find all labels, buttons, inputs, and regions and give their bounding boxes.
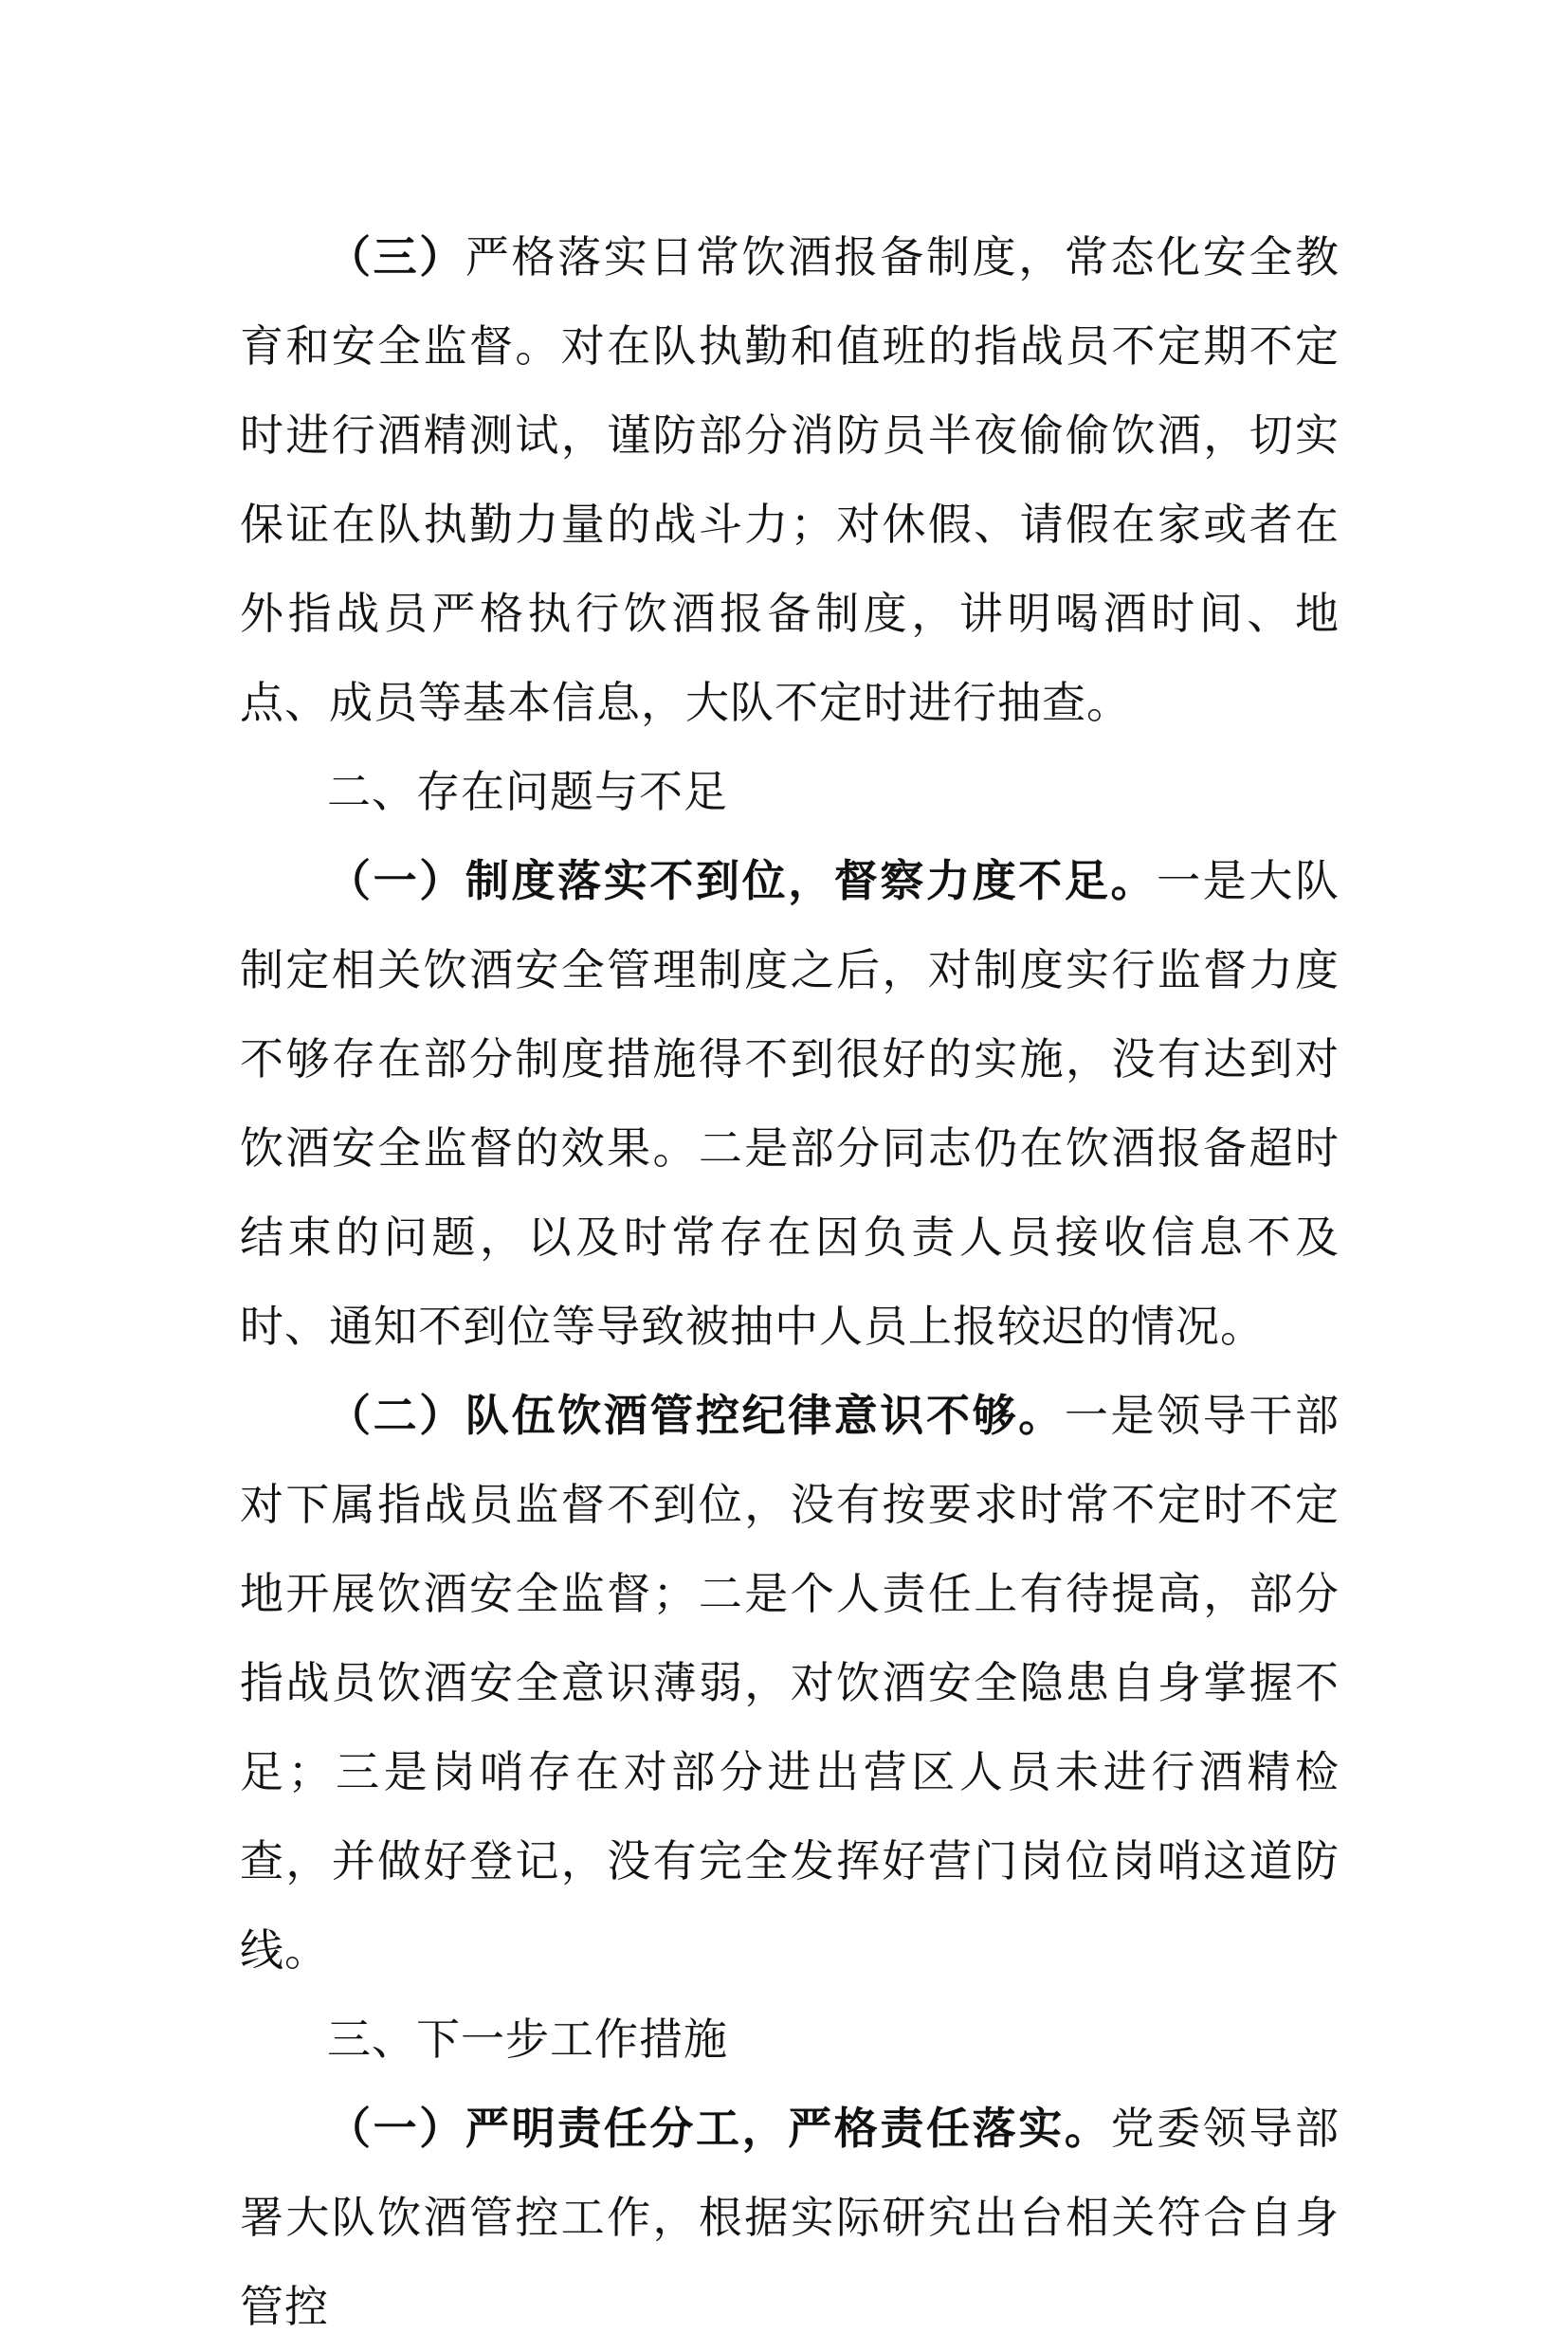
section-heading-problems: 二、存在问题与不足	[327, 766, 728, 817]
section-heading-next-steps: 三、下一步工作措施	[327, 2014, 728, 2065]
paragraph-lead: （二）队伍饮酒管控纪律意识不够。	[327, 1390, 1065, 1441]
paragraph-text: 严格落实日常饮酒报备制度，常态化安全教育和安全监督。对在队执勤和值班的指战员不定期不定时进行酒精测试，谨防部分消防员半夜偷偷饮酒，切实保证在队执勤力量的战斗力；对休假、请假在家或者在外指战员严格执行饮酒报备制度，讲明喝酒时间、地点、成员等基本信息，大队不定时进行抽查。	[240, 231, 1340, 728]
paragraph-daily-drinking-report	[240, 212, 1340, 747]
paragraph-system-implementation	[240, 836, 1340, 1371]
paragraph-lead: （一）制度落实不到位，督察力度不足。	[327, 855, 1158, 906]
paragraph-text: 一是大队制定相关饮酒安全管理制度之后，对制度实行监督力度不够存在部分制度措施得不到很好的实施，没有达到对饮酒安全监督的效果。二是部分同志仍在饮酒报备超时结束的问题，以及时常存在因负责人员接收信息不及时、通知不到位等导致被抽中人员上报较迟的情况。	[240, 855, 1340, 1352]
paragraph-responsibility	[240, 2084, 1340, 2351]
paragraph-text: 党委领导部署大队饮酒管控工作，根据实际研究出台相关符合自身管控	[240, 2103, 1340, 2332]
paragraph-lead: （一）严明责任分工，严格责任落实。	[327, 2103, 1111, 2154]
paragraph-discipline-awareness	[240, 1371, 1340, 1995]
paragraph-lead: （三）	[327, 231, 465, 282]
document-body	[240, 212, 1340, 2351]
paragraph-text: 一是领导干部对下属指战员监督不到位，没有按要求时常不定时不定地开展饮酒安全监督；二是个人责任上有待提高，部分指战员饮酒安全意识薄弱，对饮酒安全隐患自身掌握不足；三是岗哨存在对部分进出营区人员未进行酒精检查，并做好登记，没有完全发挥好营门岗位岗哨这道防线。	[240, 1390, 1340, 1976]
